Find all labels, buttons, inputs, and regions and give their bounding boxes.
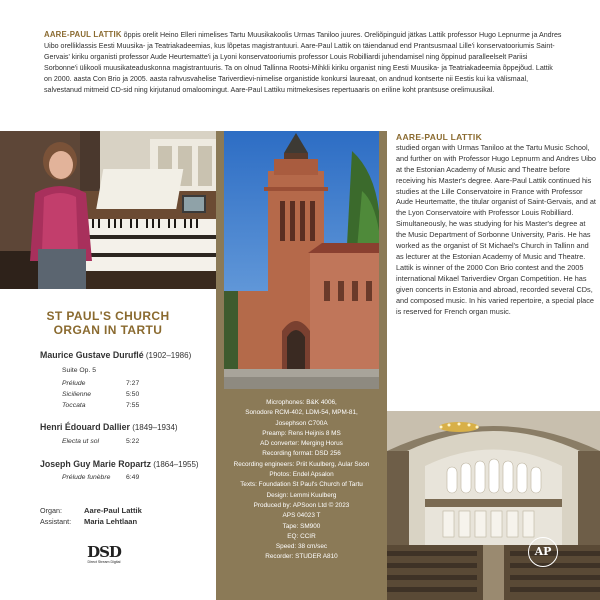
track-title: Sicilienne: [62, 391, 92, 398]
credit-line: Josephson C700A: [275, 419, 328, 427]
credit-line: Photos: Endel Apsalon: [269, 471, 334, 479]
organist-photo: [0, 131, 216, 289]
credit-line: Speed: 38 cm/sec: [275, 543, 328, 551]
track-duration: 7:55: [126, 402, 140, 409]
english-biography: [396, 132, 596, 317]
album-title-line-1: ST PAUL'S CHURCH: [46, 309, 170, 323]
composer-heading: [40, 422, 178, 432]
composer-heading: [40, 350, 191, 360]
track-title: Prélude: [62, 380, 86, 387]
recording-credits: [216, 398, 387, 563]
performer-name: Maria Lehtlaan: [84, 517, 138, 526]
credit-line: Microphones: B&K 4006,: [266, 399, 337, 406]
credit-line: Recorder: STUDER A810: [265, 553, 338, 561]
work-title: Suite Op. 5: [62, 367, 97, 374]
credit-line: Design: Lemmi Kuulberg: [266, 491, 337, 499]
album-title-line-2: ORGAN IN TARTU: [53, 323, 163, 337]
credit-line: Texts: Foundation St Paul's Church of Tartu: [240, 481, 363, 489]
church-exterior-photo: [224, 131, 379, 389]
credit-line: Recording format: DSD 256: [262, 450, 341, 458]
composer-years: (1849–1934): [132, 423, 178, 432]
composer-years: (1902–1986): [145, 351, 192, 360]
composer-name: Henri Édouard Dallier: [40, 422, 130, 432]
estonian-biography: [44, 30, 562, 95]
track-title: Toccata: [62, 402, 86, 409]
credit-line: APS 04023 T: [282, 512, 321, 520]
track-duration: 7:27: [126, 380, 140, 387]
performers: [40, 505, 142, 527]
track-duration: 5:22: [126, 438, 140, 445]
english-bio-text: studied organ with Urmas Taniloo at the Tartu Music School, and further on with Professor Hugo Lepnurm and Andres Uibo at the Estonian Academy of Music and Theatre before receiving his Master's degree. Aare-Paul Lattik continued his studies at the Lille Conservatoire in France with Professor Aude Heurtematte, the titular organist of Saint-Gervais, and at the Lyon Conservatoire with Professor Louis Robilliard. Simultaneously, he was studying for his Master's degree at the Music Department of Sorbonne University, Paris. He has worked as the organist of St Michael's Church in Tallinn and as lecturer at the Estonian Academy of Music and Theatre. Lattik is winner of the 2000 Con Brio contest and the 2005 international Mikael Tariverdiev Organ Competition. He has given concerts in Estonia and abroad, recorded several CDs, and composed music. In his varied repertoire, a special place is reserved for French organ music.: [396, 142, 596, 316]
church-interior-photo: [387, 411, 600, 600]
credit-line: Tape: SM900: [282, 522, 321, 530]
performer-name: Aare-Paul Lattik: [84, 506, 142, 515]
apsoon-logo-badge: AP: [528, 537, 558, 567]
credit-line: Preamp: Rens Heijnis 8 MS: [262, 429, 341, 437]
english-bio-name: AARE-PAUL LATTIK: [396, 132, 483, 142]
composer-years: (1864–1955): [153, 460, 199, 469]
composer-name: Joseph Guy Marie Ropartz: [40, 459, 151, 469]
estonian-bio-text: õppis orelit Heino Elleri nimelises Tartu Muusikakoolis Urmas Taniloo juures. Oreliõpinguid jätkas Lattik professor Hugo Lepnurme ja Andres Uibo orelliklassis Eesti Muusika- ja Teatriakadeemias, kus lõpetas magistrantuuri. Aare-Paul Lattik on täiendanud end Prantsusmaal Lille'i konservatooriumis Saint-Gervais' kiriku organisti professor Aude Heurtematte'i ja Lyoni konservatooriumis professor Louis Robilliardi juhendamisel ning õppinud paralleelselt Pariisi Sorbonne'i ülikooli muusikateaduskonna magistrantuuris. Ta on olnud Tallinna Rootsi-Mihkli kiriku organist ning Eesti Muusika- ja Teatriakadeemia õppejõud. Lattik on 2000. aasta Con Brio ja 2005. aasta rahvusvahelise Tariverdievi-nimelise organistide konkursi laureaat, on andnud kontserte nii Eestis kui ka välismaal, salvestanud mitmeid CD-sid ning kirjutanud omaloomingut. Aare-Paul Lattiku mitmekesises repertuaaris on eriline koht prantsuse orelimuusikal.: [44, 31, 562, 94]
composer-heading: [40, 459, 199, 469]
track-title: Electa ut sol: [62, 438, 100, 445]
credit-line: Produced by: APSoon Ltd © 2023: [253, 501, 350, 509]
credit-line: Sonodore RCM-402, LDM-54, MPM-81,: [245, 409, 358, 417]
dsd-logo-mark: DSD: [87, 543, 121, 561]
album-title: [0, 309, 216, 337]
performer-row: [40, 516, 142, 527]
track-duration: 5:50: [126, 391, 140, 398]
credit-line: AD converter: Merging Horus: [260, 440, 343, 448]
composer-name: Maurice Gustave Duruflé: [40, 350, 144, 360]
dsd-logo-caption: Direct Stream Digital: [87, 560, 121, 564]
track-title: Prélude funèbre: [62, 474, 111, 481]
estonian-bio-name: AARE-PAUL LATTIK: [44, 30, 122, 39]
performer-role: Organ:: [40, 506, 62, 515]
dsd-logo: [86, 545, 122, 565]
performer-role: Assistant:: [40, 517, 72, 526]
credit-line: EQ: CCIR: [287, 532, 316, 540]
performer-row: [40, 505, 142, 516]
credit-line: Recording engineers: Priit Kuulberg, Aular Soon: [233, 460, 370, 468]
track-duration: 6:49: [126, 474, 140, 481]
